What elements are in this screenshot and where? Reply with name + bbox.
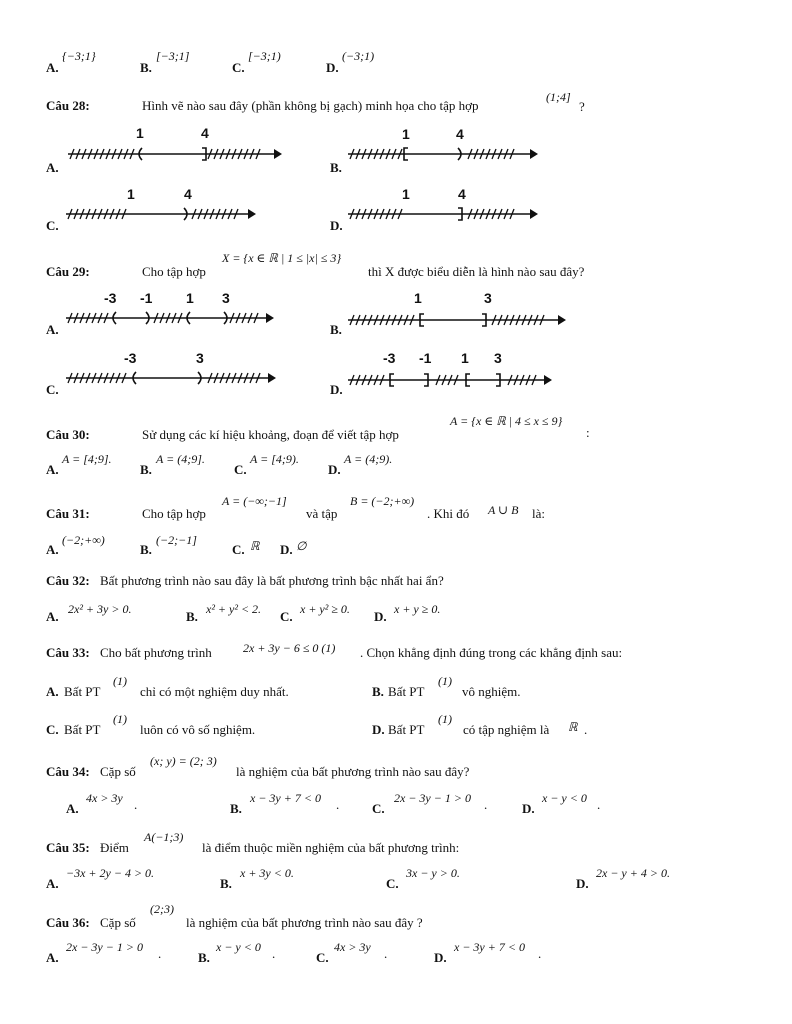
q31-text3: là:	[532, 506, 545, 521]
q31-opt-a: (−2;+∞)	[62, 533, 105, 547]
q28-end: ?	[579, 99, 585, 114]
q29-a-tick: 1	[186, 290, 194, 306]
q30-set: A = {x ∈ ℝ | 4 ≤ x ≤ 9}	[450, 414, 563, 428]
q29-text2: thì X được biểu diễn là hình nào sau đây?	[368, 264, 585, 279]
q28-opt-b-label: B.	[330, 160, 342, 175]
q29-d-tick: 3	[494, 350, 502, 366]
q36-text: Cặp số	[100, 915, 136, 930]
q34-text2: là nghiệm của bất phương trình nào sau đây?	[236, 764, 470, 779]
q35-opt-a-label: A.	[46, 876, 59, 891]
q32-opt-c: x + y² ≥ 0.	[300, 602, 350, 616]
q29-c-number-line	[62, 368, 282, 388]
q33-opt-c-t2: luôn có vô số nghiệm.	[140, 722, 256, 737]
q31-opt-d-label: D.	[280, 542, 293, 557]
q32-opt-a: 2x² + 3y > 0.	[68, 602, 132, 616]
q30-opt-b-label: B.	[140, 462, 152, 477]
q36-pair: (2;3)	[150, 902, 174, 916]
q35-opt-c: 3x − y > 0.	[406, 866, 460, 880]
q35-opt-b-label: B.	[220, 876, 232, 891]
q27-opt-a: {−3;1}	[62, 49, 96, 63]
q29-opt-a-label: A.	[46, 322, 59, 337]
q34-number: Câu 34:	[46, 764, 90, 779]
q35-point: A(−1;3)	[144, 830, 184, 844]
q36-opt-b: x − y < 0	[216, 940, 261, 954]
q30-opt-c-label: C.	[234, 462, 247, 477]
q28-a-number-line	[62, 144, 282, 164]
q29-opt-d-label: D.	[330, 382, 343, 397]
q33-opt-d-r: ℝ	[568, 720, 578, 734]
q33-opt-a-t2: chỉ có một nghiệm duy nhất.	[140, 684, 289, 699]
q29-number: Câu 29:	[46, 264, 90, 279]
q36-number: Câu 36:	[46, 915, 90, 930]
q31-opt-b-label: B.	[140, 542, 152, 557]
q34-opt-c-label: C.	[372, 801, 385, 816]
q33-text2: . Chọn khẳng định đúng trong các khẳng định sau:	[360, 645, 623, 660]
q28-text: Hình vẽ nào sau đây (phần không bị gạch) minh họa cho tập hợp	[142, 98, 479, 113]
dot: .	[336, 797, 340, 812]
q29-text: Cho tập hợp	[142, 264, 206, 279]
q36-opt-b-label: B.	[198, 950, 210, 965]
q30-opt-d-label: D.	[328, 462, 341, 477]
q33-opt-b-label: B.	[372, 684, 384, 699]
q31-set-a: A = (−∞;−1]	[222, 494, 287, 508]
q27-opt-b-label: B.	[140, 60, 152, 75]
q33-opt-b-t2: vô nghiệm.	[462, 684, 521, 699]
q34-pair: (x; y) = (2; 3)	[150, 754, 217, 768]
q29-set: X = {x ∈ ℝ | 1 ≤ |x| ≤ 3}	[222, 251, 342, 265]
q33-opt-d-label: D.	[372, 722, 385, 737]
dot: .	[597, 797, 601, 812]
q30-opt-a-label: A.	[46, 462, 59, 477]
q29-c-tick: 3	[196, 350, 204, 366]
q28-opt-c-label: C.	[46, 218, 59, 233]
q29-b-number-line	[344, 310, 574, 330]
q36-text2: là nghiệm của bất phương trình nào sau đây ?	[186, 915, 423, 930]
q32-text: Bất phương trình nào sau đây là bất phương trình bậc nhất hai ẩn?	[100, 573, 444, 588]
q33-opt-b-t1: Bất PT	[388, 684, 425, 699]
q30-opt-d: A = (4;9).	[344, 452, 393, 466]
q32-opt-c-label: C.	[280, 609, 293, 624]
q35-opt-d: 2x − y + 4 > 0.	[596, 866, 670, 880]
q28-a-tick-1: 1	[136, 125, 144, 141]
q30-text: Sử dụng các kí hiệu khoảng, đoạn để viết tập hợp	[142, 427, 399, 442]
q29-d-number-line	[344, 370, 564, 390]
q31-opt-b: (−2;−1]	[156, 533, 197, 547]
q33-opt-d-ref: (1)	[438, 712, 452, 726]
q35-text2: là điểm thuộc miền nghiệm của bất phương trình:	[202, 840, 460, 855]
q35-opt-d-label: D.	[576, 876, 589, 891]
q31-opt-c: ℝ	[250, 539, 260, 553]
q29-d-tick: 1	[461, 350, 469, 366]
q30-opt-a: A = [4;9].	[62, 452, 112, 466]
dot: .	[158, 946, 162, 961]
q33-opt-a-label: A.	[46, 684, 59, 699]
q34-opt-b: x − 3y + 7 < 0	[250, 791, 321, 805]
q32-opt-d: x + y ≥ 0.	[394, 602, 441, 616]
dot: .	[484, 797, 488, 812]
q31-number: Câu 31:	[46, 506, 90, 521]
dot: .	[272, 946, 276, 961]
q36-opt-a: 2x − 3y − 1 > 0	[66, 940, 143, 954]
q34-opt-d: x − y < 0	[542, 791, 587, 805]
q28-c-number-line	[62, 204, 262, 224]
q29-d-tick: -3	[383, 350, 396, 366]
q32-number: Câu 32:	[46, 573, 90, 588]
q29-b-tick: 3	[484, 290, 492, 306]
q35-opt-c-label: C.	[386, 876, 399, 891]
q33-number: Câu 33:	[46, 645, 90, 660]
q32-opt-b-label: B.	[186, 609, 198, 624]
q33-opt-a-t1: Bất PT	[64, 684, 101, 699]
q27-opt-d: (−3;1)	[342, 49, 375, 63]
q27-opt-d-label: D.	[326, 60, 339, 75]
q34-opt-c: 2x − 3y − 1 > 0	[394, 791, 471, 805]
q33-opt-c-t1: Bất PT	[64, 722, 101, 737]
q29-a-tick: 3	[222, 290, 230, 306]
q33-opt-d-t1: Bất PT	[388, 722, 425, 737]
q28-d-tick-1: 1	[402, 186, 410, 202]
q31-set-b: B = (−2;+∞)	[350, 494, 415, 508]
q35-number: Câu 35:	[46, 840, 90, 855]
q28-opt-d-label: D.	[330, 218, 343, 233]
q28-c-tick-4: 4	[184, 186, 192, 202]
q33-opt-d-end: .	[584, 722, 588, 737]
q30-opt-c: A = [4;9).	[250, 452, 299, 466]
q33-opt-c-ref: (1)	[113, 712, 127, 726]
dot: .	[384, 946, 388, 961]
q28-c-tick-1: 1	[127, 186, 135, 202]
q30-number: Câu 30:	[46, 427, 90, 442]
q29-opt-c-label: C.	[46, 382, 59, 397]
q32-opt-a-label: A.	[46, 609, 59, 624]
q33-opt-d-t2: có tập nghiệm là	[463, 722, 550, 737]
q28-b-number-line	[344, 144, 544, 164]
q34-opt-d-label: D.	[522, 801, 535, 816]
q29-c-tick: -3	[124, 350, 137, 366]
q33-opt-b-ref: (1)	[438, 674, 452, 688]
dot: .	[538, 946, 542, 961]
q28-d-number-line	[344, 204, 544, 224]
q34-opt-a: 4x > 3y	[86, 791, 123, 805]
q33-ineq: 2x + 3y − 6 ≤ 0 (1)	[243, 641, 336, 655]
q29-a-tick: -3	[104, 290, 117, 306]
q30-end: :	[586, 425, 590, 440]
q31-opt-c-label: C.	[232, 542, 245, 557]
dot: .	[134, 797, 138, 812]
q28-number: Câu 28:	[46, 98, 90, 113]
q28-d-tick-4: 4	[458, 186, 466, 202]
q29-opt-b-label: B.	[330, 322, 342, 337]
q29-a-number-line	[62, 308, 282, 328]
q36-opt-d-label: D.	[434, 950, 447, 965]
q32-opt-b: x² + y² < 2.	[206, 602, 262, 616]
q34-opt-a-label: A.	[66, 801, 79, 816]
q28-a-tick-4: 4	[201, 125, 209, 141]
q35-opt-a: −3x + 2y − 4 > 0.	[66, 866, 155, 880]
q32-opt-d-label: D.	[374, 609, 387, 624]
q29-b-tick: 1	[414, 290, 422, 306]
q34-opt-b-label: B.	[230, 801, 242, 816]
q31-union: A ∪ B	[488, 503, 519, 517]
q31-opt-a-label: A.	[46, 542, 59, 557]
q30-opt-b: A = (4;9].	[156, 452, 205, 466]
q27-opt-a-label: A.	[46, 60, 59, 75]
q27-opt-b: [−3;1]	[156, 49, 190, 63]
q36-opt-c-label: C.	[316, 950, 329, 965]
q31-text: Cho tập hợp	[142, 506, 206, 521]
q27-opt-c: [−3;1)	[248, 49, 281, 63]
q29-a-tick: -1	[140, 290, 153, 306]
q36-opt-a-label: A.	[46, 950, 59, 965]
q35-text: Điểm	[100, 840, 129, 855]
q29-d-tick: -1	[419, 350, 432, 366]
q33-opt-c-label: C.	[46, 722, 59, 737]
q35-opt-b: x + 3y < 0.	[240, 866, 294, 880]
q28-b-tick-4: 4	[456, 126, 464, 142]
q31-and: và tập	[306, 506, 338, 521]
q31-text2: . Khi đó	[427, 506, 470, 521]
q28-set: (1;4]	[546, 90, 571, 104]
q36-opt-d: x − 3y + 7 < 0	[454, 940, 525, 954]
q27-opt-c-label: C.	[232, 60, 245, 75]
q31-opt-d: ∅	[296, 539, 307, 553]
q28-b-tick-1: 1	[402, 126, 410, 142]
q33-text: Cho bất phương trình	[100, 645, 212, 660]
q33-opt-a-ref: (1)	[113, 674, 127, 688]
q34-text: Cặp số	[100, 764, 136, 779]
q28-opt-a-label: A.	[46, 160, 59, 175]
q36-opt-c: 4x > 3y	[334, 940, 371, 954]
